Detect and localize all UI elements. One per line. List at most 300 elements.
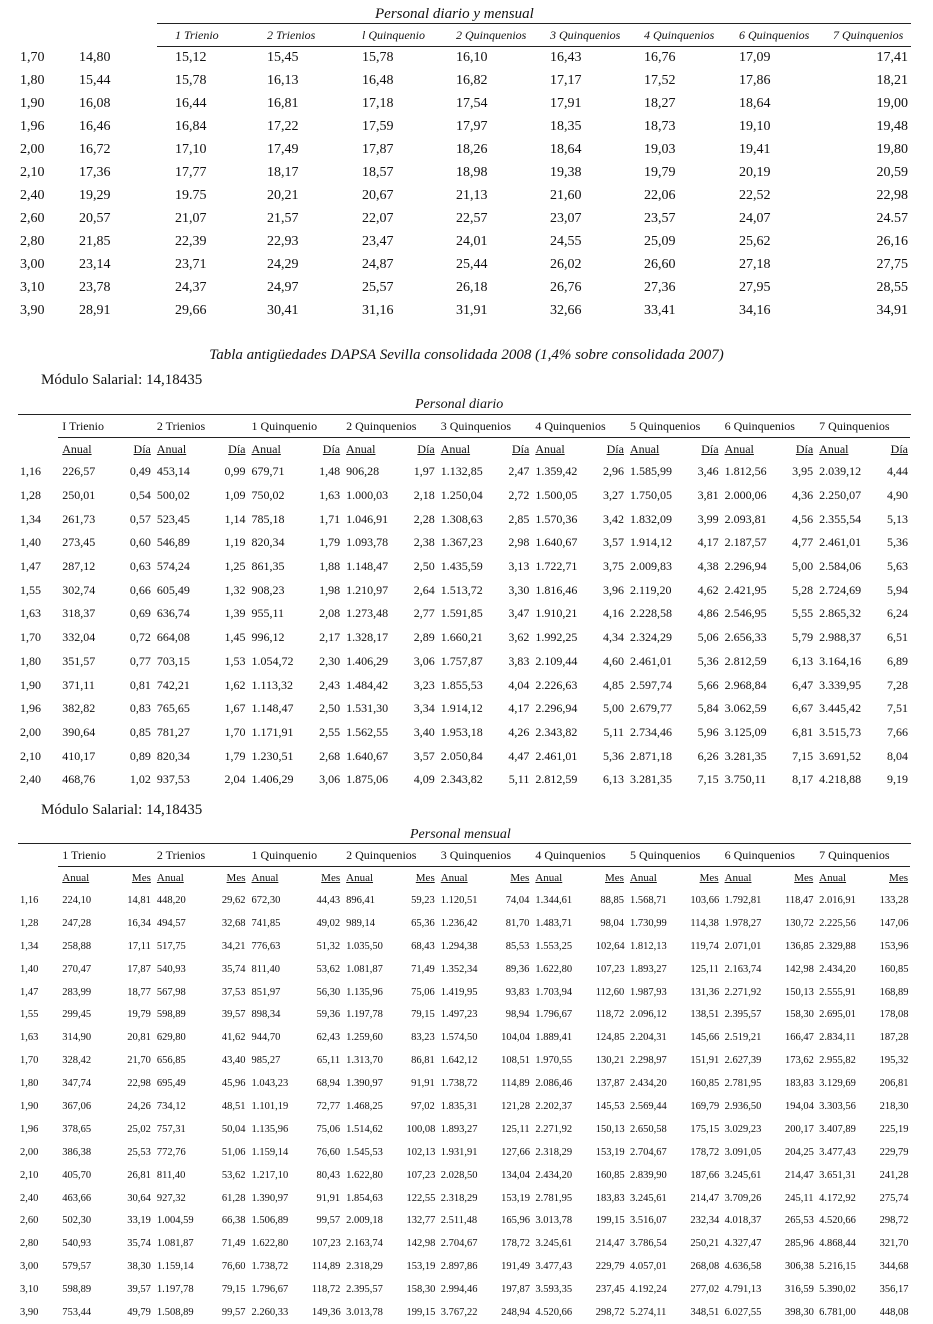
table-cell: 4,44 [887, 464, 908, 479]
group-header: 4 Quinquenios [531, 845, 626, 867]
table-row [18, 768, 910, 792]
table-cell: 820,34 [251, 535, 285, 550]
table-cell: 2,55 [319, 724, 341, 739]
table-cell: 0,81 [129, 677, 151, 692]
column-header: 2 Trienios [267, 27, 316, 42]
table-cell: 405,70 [62, 1169, 92, 1181]
table-cell: 1.148,47 [346, 559, 389, 574]
table-cell: 2.968,84 [724, 677, 767, 692]
table-cell: 68,94 [316, 1078, 341, 1090]
table-row [18, 1003, 910, 1026]
table-cell: 3,06 [413, 653, 435, 668]
table-cell: 1.514,62 [346, 1123, 383, 1135]
table-cell: 3,96 [602, 582, 624, 597]
group-header: 5 Quinquenios [626, 416, 721, 438]
table-row [18, 721, 910, 745]
table-cell: 5,96 [697, 724, 719, 739]
table-cell: 183,83 [784, 1078, 814, 1090]
table-cell: 1.970,55 [535, 1055, 573, 1067]
table-cell: 2,98 [508, 535, 530, 550]
table-cell: 1,63 [20, 606, 41, 621]
table-cell: 2.163,74 [346, 1238, 383, 1250]
table-cell: 131,36 [690, 986, 720, 998]
table-cell: 224,10 [62, 894, 92, 906]
table-cell: 344,68 [879, 1261, 909, 1273]
table-cell: 2.187,57 [724, 535, 767, 550]
table-cell: 0,66 [129, 582, 151, 597]
table-cell: 6.781,00 [819, 1306, 856, 1318]
table-cell: 820,34 [156, 748, 190, 763]
annual-subheader: Anual [724, 872, 752, 884]
table-cell: 3.062,59 [724, 701, 767, 716]
table-cell: 147,06 [879, 917, 909, 929]
table-cell: 2.781,95 [724, 1078, 762, 1090]
table-cell: 30,41 [267, 302, 299, 318]
table-cell: 247,28 [62, 917, 92, 929]
table-cell: 65,11 [316, 1055, 341, 1067]
table-cell: 3,40 [413, 724, 435, 739]
section2-rule [18, 414, 911, 415]
table-cell: 2.318,29 [346, 1261, 383, 1273]
table-cell: 328,42 [62, 1055, 92, 1067]
annual-subheader: Anual [440, 441, 471, 456]
table-cell: 2.704,67 [440, 1238, 478, 1250]
table-cell: 16,13 [267, 72, 299, 88]
table-cell: 23,57 [644, 210, 676, 226]
table-cell: 19,03 [644, 141, 676, 157]
table-cell: 2,00 [20, 724, 41, 739]
table-cell: 83,23 [411, 1032, 435, 1044]
table-cell: 989,14 [346, 917, 375, 929]
table-cell: 2.202,37 [535, 1100, 573, 1112]
table-cell: 145,66 [690, 1032, 720, 1044]
table-cell: 2.324,29 [629, 630, 672, 645]
table-cell: 3,42 [602, 511, 624, 526]
table-cell: 187,28 [879, 1032, 909, 1044]
table-cell: 1.328,17 [346, 630, 389, 645]
table-cell: 0,83 [129, 701, 151, 716]
table-cell: 1.093,78 [346, 535, 389, 550]
table-cell: 20,19 [739, 164, 771, 180]
table-cell: 1.294,38 [440, 940, 478, 952]
table-cell: 51,06 [221, 1146, 246, 1158]
table-cell: 4,17 [508, 701, 530, 716]
table-cell: 5,28 [792, 582, 814, 597]
table-cell: 2.781,95 [535, 1192, 573, 1204]
table-cell: 4.636,58 [724, 1261, 762, 1273]
table-cell: 2.434,20 [535, 1169, 573, 1181]
table-cell: 18,27 [644, 95, 676, 111]
table-cell: 463,66 [62, 1192, 92, 1204]
group-header: 7 Quinquenios [815, 845, 910, 867]
period-subheader: Mes [699, 872, 719, 884]
table-cell: 1.035,50 [346, 940, 383, 952]
table-cell: 1.978,27 [724, 917, 762, 929]
table-cell: 386,38 [62, 1146, 92, 1158]
table-cell: 1.406,29 [346, 653, 389, 668]
table-cell: 137,87 [595, 1078, 625, 1090]
table-cell: 50,04 [221, 1123, 246, 1135]
table-cell: 1.497,23 [440, 1009, 478, 1021]
table-cell: 1.893,27 [440, 1123, 478, 1135]
table-cell: 108,51 [501, 1055, 531, 1067]
table-cell: 3,46 [697, 464, 719, 479]
annual-subheader: Anual [535, 441, 565, 456]
table-cell: 1,79 [224, 748, 246, 763]
table-cell: 5,66 [697, 677, 719, 692]
table-row [18, 1072, 910, 1095]
table-row [20, 69, 908, 92]
table-cell: 453,14 [156, 464, 190, 479]
table-cell: 1.197,78 [156, 1284, 194, 1296]
table-cell: 31,16 [362, 302, 394, 318]
table-cell: 3,81 [697, 488, 719, 503]
table-cell: 3.750,11 [724, 772, 767, 787]
table-cell: 3.786,54 [629, 1238, 667, 1250]
table-cell: 51,32 [316, 940, 341, 952]
table-cell: 18,64 [550, 141, 582, 157]
table-cell: 130,72 [784, 917, 814, 929]
table-cell: 44,43 [316, 894, 341, 906]
table-cell: 29,62 [221, 894, 246, 906]
table-cell: 14,80 [79, 49, 111, 65]
table-cell: 3.691,52 [819, 748, 862, 763]
table-cell: 61,28 [221, 1192, 246, 1204]
table-cell: 1.308,63 [440, 511, 483, 526]
table-cell: 3,95 [792, 464, 814, 479]
table-cell: 0,54 [129, 488, 151, 503]
table-cell: 283,99 [62, 986, 92, 998]
table-cell: 851,97 [251, 986, 281, 998]
table-cell: 1.250,04 [440, 488, 483, 503]
table-row [18, 1141, 910, 1164]
table-cell: 160,85 [690, 1078, 720, 1090]
table-cell: 2.897,86 [440, 1261, 478, 1273]
table-cell: 22,57 [456, 210, 488, 226]
table-cell: 2.434,20 [629, 1078, 667, 1090]
table-cell: 245,11 [784, 1192, 814, 1204]
table-cell: 517,75 [156, 940, 186, 952]
period-subheader: Mes [131, 872, 151, 884]
table-row [18, 912, 910, 935]
table-cell: 664,08 [156, 630, 190, 645]
table-cell: 99,57 [221, 1306, 246, 1318]
table-cell: 3.091,05 [724, 1146, 762, 1158]
table-cell: 1,55 [20, 1009, 39, 1021]
table-cell: 1.513,72 [440, 582, 483, 597]
table-cell: 23,47 [362, 233, 394, 249]
table-cell: 2,40 [20, 187, 45, 203]
table-cell: 91,91 [316, 1192, 341, 1204]
table-cell: 2,72 [508, 488, 530, 503]
table-cell: 21,70 [127, 1055, 151, 1067]
table-cell: 2,50 [413, 559, 435, 574]
table-cell: 2,28 [413, 511, 435, 526]
table-cell: 102,13 [406, 1146, 436, 1158]
table-cell: 2.955,82 [819, 1055, 856, 1067]
table-cell: 20,81 [127, 1032, 151, 1044]
table-cell: 1.508,89 [156, 1306, 194, 1318]
table-row [18, 650, 910, 674]
table-cell: 4,34 [602, 630, 624, 645]
table-cell: 1,09 [224, 488, 246, 503]
table-cell: 20,67 [362, 187, 394, 203]
period-subheader: Día [890, 441, 908, 456]
table-cell: 3.303,56 [819, 1100, 856, 1112]
table-cell: 19,10 [739, 118, 771, 134]
table-cell: 103,66 [690, 894, 720, 906]
table-cell: 1.545,53 [346, 1146, 383, 1158]
table-cell: 298,72 [879, 1215, 909, 1227]
table-cell: 48,51 [221, 1100, 246, 1112]
table-cell: 3,13 [508, 559, 530, 574]
table-cell: 1.081,87 [156, 1238, 194, 1250]
table-cell: 1.159,14 [156, 1261, 194, 1273]
table-cell: 100,08 [406, 1123, 436, 1135]
table-cell: 23,07 [550, 210, 582, 226]
table-cell: 2,17 [319, 630, 341, 645]
table-cell: 5,36 [887, 535, 908, 550]
table-cell: 302,74 [62, 582, 96, 597]
table-cell: 29,66 [175, 302, 207, 318]
table-cell: 268,08 [690, 1261, 720, 1273]
table-cell: 2.093,81 [724, 511, 767, 526]
table-row [18, 1118, 910, 1141]
table-cell: 1,70 [224, 724, 246, 739]
annual-subheader: Anual [156, 872, 184, 884]
table-cell: 22,98 [876, 187, 908, 203]
table-cell: 3,34 [413, 701, 435, 716]
table-cell: 2.318,29 [440, 1192, 478, 1204]
table-cell: 574,24 [156, 559, 190, 574]
table-cell: 114,89 [501, 1078, 530, 1090]
table-cell: 75,06 [411, 986, 435, 998]
table-cell: 1.435,59 [440, 559, 483, 574]
table-cell: 2,38 [413, 535, 435, 550]
table-cell: 3.013,78 [535, 1215, 573, 1227]
table-row [18, 626, 910, 650]
table-cell: 598,89 [62, 1284, 92, 1296]
table-cell: 3,47 [508, 606, 530, 621]
group-header: 2 Trienios [153, 845, 248, 867]
table-cell: 2.329,88 [819, 940, 856, 952]
table-cell: 4,60 [602, 653, 624, 668]
table-cell: 5,00 [792, 559, 814, 574]
table-cell: 4,16 [602, 606, 624, 621]
table-cell: 2,80 [20, 1238, 39, 1250]
table-cell: 7,28 [887, 677, 908, 692]
table-cell: 86,81 [411, 1055, 435, 1067]
table-cell: 1,47 [20, 559, 41, 574]
annual-subheader: Anual [629, 441, 660, 456]
table-cell: 24,37 [175, 279, 207, 295]
table-cell: 2.695,01 [819, 1009, 856, 1021]
table-cell: 1,28 [20, 917, 39, 929]
table-cell: 142,98 [406, 1238, 436, 1250]
table-cell: 2.656,33 [724, 630, 767, 645]
subheader-row [18, 438, 910, 461]
table-cell: 3,10 [20, 279, 45, 295]
table-cell: 6,67 [792, 701, 814, 716]
table-cell: 1,63 [319, 488, 341, 503]
table-cell: 316,59 [784, 1284, 814, 1296]
table-cell: 130,21 [595, 1055, 625, 1067]
table-cell: 79,15 [411, 1009, 435, 1021]
table-cell: 17,36 [79, 164, 111, 180]
table-cell: 332,04 [62, 630, 96, 645]
table-cell: 1.893,27 [629, 963, 667, 975]
table-cell: 3.245,61 [629, 1192, 667, 1204]
table-cell: 1.148,47 [251, 701, 294, 716]
table-cell: 30,64 [127, 1192, 151, 1204]
table-cell: 214,47 [595, 1238, 625, 1250]
table-cell: 114,89 [311, 1261, 341, 1273]
table-cell: 4.057,01 [629, 1261, 667, 1273]
table-cell: 1.101,19 [251, 1100, 289, 1112]
table-cell: 4.218,88 [819, 772, 862, 787]
table-cell: 16,84 [175, 118, 207, 134]
table-cell: 2,00 [20, 141, 45, 157]
table-cell: 277,02 [690, 1284, 720, 1296]
table-cell: 2.994,46 [440, 1284, 478, 1296]
group-header: 7 Quinquenios [815, 416, 910, 438]
table-cell: 17,17 [550, 72, 582, 88]
table-cell: 25,44 [456, 256, 488, 272]
column-header: 6 Quinquenios [739, 27, 810, 42]
table-cell: 53,62 [316, 963, 341, 975]
annual-subheader: Anual [535, 872, 563, 884]
table-cell: 734,12 [156, 1100, 186, 1112]
section2-caption: Personal diario [415, 397, 504, 412]
table-cell: 39,57 [127, 1284, 151, 1296]
table-cell: 229,79 [879, 1146, 909, 1158]
table-cell: 19,80 [876, 141, 908, 157]
table-cell: 2.627,39 [724, 1055, 762, 1067]
table-cell: 18,98 [456, 164, 488, 180]
table-cell: 133,28 [879, 894, 909, 906]
table-cell: 1.855,53 [440, 677, 483, 692]
table-cell: 241,28 [879, 1169, 909, 1181]
table-cell: 1.574,50 [440, 1032, 478, 1044]
table-cell: 299,45 [62, 1009, 92, 1021]
table-cell: 19,48 [876, 118, 908, 134]
table-cell: 2.395,57 [346, 1284, 383, 1296]
table-cell: 1.640,67 [346, 748, 389, 763]
empty-cell [78, 24, 158, 46]
table-cell: 59,23 [411, 894, 435, 906]
table-cell: 250,21 [690, 1238, 720, 1250]
section1-caption: Personal diario y mensual [375, 6, 534, 22]
table-cell: 85,53 [505, 940, 530, 952]
table-cell: 28,55 [876, 279, 908, 295]
table-cell: 19,38 [550, 164, 582, 180]
table-cell: 1,90 [20, 1100, 39, 1112]
table-cell: 1,53 [224, 653, 246, 668]
table-cell: 88,85 [600, 894, 624, 906]
table-cell: 2.163,74 [724, 963, 762, 975]
table-cell: 906,28 [346, 464, 380, 479]
table-cell: 502,30 [62, 1215, 92, 1227]
table-cell: 26,81 [127, 1169, 151, 1181]
table-cell: 3,23 [413, 677, 435, 692]
section3-table [18, 845, 910, 1324]
table-cell: 500,02 [156, 488, 190, 503]
table-cell: 1,34 [20, 511, 41, 526]
table-row [18, 958, 910, 981]
table-cell: 741,85 [251, 917, 281, 929]
table-cell: 2.597,74 [629, 677, 672, 692]
table-cell: 214,47 [784, 1169, 814, 1181]
table-cell: 153,19 [595, 1146, 625, 1158]
table-cell: 0,57 [129, 511, 151, 526]
table-cell: 1,14 [224, 511, 246, 526]
table-cell: 1,97 [413, 464, 435, 479]
table-cell: 1,90 [20, 95, 45, 111]
table-cell: 2.839,90 [629, 1169, 667, 1181]
table-cell: 5,84 [697, 701, 719, 716]
table-row [18, 531, 910, 555]
table-cell: 8,17 [792, 772, 814, 787]
table-cell: 270,47 [62, 963, 92, 975]
table-cell: 742,21 [156, 677, 190, 692]
table-cell: 1.914,12 [629, 535, 672, 550]
period-subheader: Mes [794, 872, 814, 884]
table-cell: 18,77 [127, 986, 151, 998]
table-cell: 2.109,44 [535, 653, 578, 668]
table-cell: 1,28 [20, 488, 41, 503]
table-cell: 34,16 [739, 302, 771, 318]
group-header: I Trienio [58, 416, 153, 438]
table-cell: 1,96 [20, 701, 41, 716]
table-cell: 2,89 [413, 630, 435, 645]
table-cell: 540,93 [156, 963, 186, 975]
group-header: 2 Trienios [153, 416, 248, 438]
table-cell: 72,77 [316, 1100, 341, 1112]
table-cell: 122,55 [406, 1192, 436, 1204]
annual-subheader: Anual [346, 872, 374, 884]
table-cell: 3,99 [697, 511, 719, 526]
group-header-row [18, 416, 910, 438]
table-cell: 1.367,23 [440, 535, 483, 550]
table-cell: 2.734,46 [629, 724, 672, 739]
period-subheader: Mes [226, 872, 246, 884]
table-cell: 1,45 [224, 630, 246, 645]
table-cell: 18,57 [362, 164, 394, 180]
table-cell: 1,32 [224, 582, 246, 597]
annual-subheader: Anual [819, 872, 847, 884]
table-cell: 1,80 [20, 653, 41, 668]
table-cell: 2.812,59 [535, 772, 578, 787]
table-cell: 118,47 [784, 894, 814, 906]
table-cell: 45,96 [221, 1078, 246, 1090]
table-cell: 24,87 [362, 256, 394, 272]
table-cell: 2.865,32 [819, 606, 862, 621]
table-cell: 175,15 [690, 1123, 720, 1135]
table-cell: 2.028,50 [440, 1169, 478, 1181]
table-cell: 1.197,78 [346, 1009, 383, 1021]
table-cell: 158,30 [784, 1009, 814, 1021]
table-cell: 5,06 [697, 630, 719, 645]
annual-subheader: Anual [724, 441, 754, 456]
period-subheader: Mes [605, 872, 624, 884]
table-cell: 398,30 [784, 1306, 814, 1318]
table-cell: 59,36 [316, 1009, 341, 1021]
table-cell: 2.071,01 [724, 940, 762, 952]
table-row [20, 230, 908, 253]
table-cell: 19,79 [644, 164, 676, 180]
empty-cell [18, 867, 58, 890]
table-cell: 3,62 [508, 630, 530, 645]
